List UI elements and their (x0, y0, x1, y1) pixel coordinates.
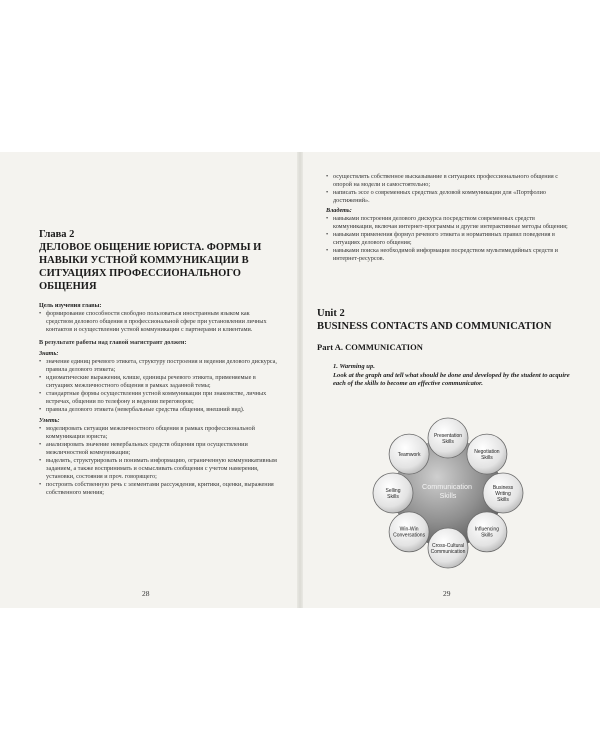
unit-heading (317, 307, 551, 333)
skill-node-label (431, 543, 466, 555)
goal-list (39, 310, 277, 334)
master-label: Владеть: (326, 207, 352, 214)
list-item: • моделировать ситуации межличностного общения в рамках профессиональной коммуникации юриста; (39, 425, 277, 441)
skill-node-label-line: Skills (481, 454, 493, 461)
list-item: • правила делового этикета (невербальные средства общения, внешний вид). (39, 406, 277, 414)
exercise-text: Look at the graph and tell what should be done and developed by the student to acquire each of the skills to become an effective communicator. (333, 371, 570, 387)
skill-node-label-line: Communication (430, 548, 466, 555)
list-item: • стандартные формы осуществления устной коммуникации при знакомстве, личных встречах, общении по телефону и ведении переговоров; (39, 390, 277, 406)
unit-label: Unit 2 (317, 308, 345, 319)
page-number-left: 28 (142, 589, 150, 598)
chapter-title (39, 228, 271, 293)
top-list (326, 173, 576, 205)
exercise (333, 363, 578, 389)
skill-node-label-line: Win-Win (399, 526, 419, 533)
skill-node-label-line: Presentation (433, 432, 463, 439)
list-item: • формирование способности свободно пользоваться иностранным языком как средством делового общения в профессиональной сфере при установлении личных контактов и осуществлении устной коммуникации с партнерами и клиентами. (39, 310, 277, 334)
know-label: Знать: (39, 350, 59, 357)
skill-node-label (398, 452, 421, 458)
skill-node-label-line: Writing (495, 490, 511, 497)
can-label: Уметь: (39, 417, 60, 424)
right-page (303, 152, 600, 608)
list-item: • осуществлять собственное высказывание в ситуациях профессионального общения с опорой на модели и самостоятельно; (326, 173, 576, 189)
skill-node-label (385, 488, 400, 500)
chapter-title-text: Глава 2 ДЕЛОВОЕ ОБЩЕНИЕ ЮРИСТА. ФОРМЫ И НАВЫКИ УСТНОЙ КОММУНИКАЦИИ В СИТУАЦИЯХ ПРОФЕССИОНАЛЬНОГО ОБЩЕНИЯ (39, 229, 262, 292)
communication-skills-diagram (344, 408, 554, 578)
skill-node-label-line: Skills (442, 438, 454, 445)
left-page (0, 152, 297, 608)
skill-node-label-line: Influencing (474, 526, 499, 533)
master-list (326, 215, 576, 263)
skill-node-label-line: Negotiation (474, 448, 500, 455)
skill-node-label-line: Conversations (393, 532, 426, 539)
list-item: • идиоматические выражения, клише, единицы речевого этикета, применяемые в ситуациях межличностного общения в рамках заданной темы; (39, 374, 277, 390)
exercise-label: 1. Warming up. (333, 363, 375, 370)
list-item: • построить собственную речь с элементами рассуждения, критики, оценки, выражения собственного мнения; (39, 481, 277, 497)
list-item: • навыками построения делового дискурса посредством современных средств коммуникации, включая интернет-программы и другие интерактивные методы общения; (326, 215, 576, 231)
skill-node-label-line: Cross-Cultural (432, 542, 464, 549)
skill-node-label-line: Selling (385, 487, 401, 494)
unit-title: BUSINESS CONTACTS AND COMMUNICATION (317, 321, 552, 332)
skill-node-label-line: Skills (497, 496, 509, 503)
list-item: • навыками поиска необходимой информации посредством мультимедийных средств и интернет-ресурсов. (326, 247, 576, 263)
skill-node-label-line: Business (492, 484, 514, 491)
goal-section (39, 302, 277, 497)
skills-continued (326, 173, 576, 263)
list-item: • значение единиц речевого этикета, структуру построения и ведения делового дискурса, правила делового этикета; (39, 358, 277, 374)
hub-label-line-1: Communication (422, 482, 472, 491)
page-number-right: 29 (443, 589, 451, 598)
skill-node-label-line: Skills (387, 493, 399, 500)
know-list (39, 358, 277, 414)
result-heading: В результате работы над главой магистрант должен: (39, 339, 187, 346)
skill-node-label-line: Teamwork (397, 451, 421, 458)
goal-label: Цель изучения главы: (39, 302, 102, 309)
list-item: • выделять, структурировать и понимать информацию, ограниченную коммуникативным заданием, а также воспринимать и осмысливать сообщения с учетом намерения, установки, состояния и проч. говорящего; (39, 457, 277, 481)
list-item: • анализировать значение невербальных средств общения при осуществлении межличностной коммуникации; (39, 441, 277, 457)
list-item: • написать эссе о современных средствах деловой коммуникации для «Портфолио достижений». (326, 189, 576, 205)
list-item: • навыками применения формул речевого этикета и нормативных правил поведения в ситуациях делового общения; (326, 231, 576, 247)
part-title: Part A. COMMUNICATION (317, 342, 423, 352)
skill-node-label-line: Skills (481, 532, 493, 539)
can-list (39, 425, 277, 497)
hub-label-line-2: Skills (439, 491, 457, 500)
